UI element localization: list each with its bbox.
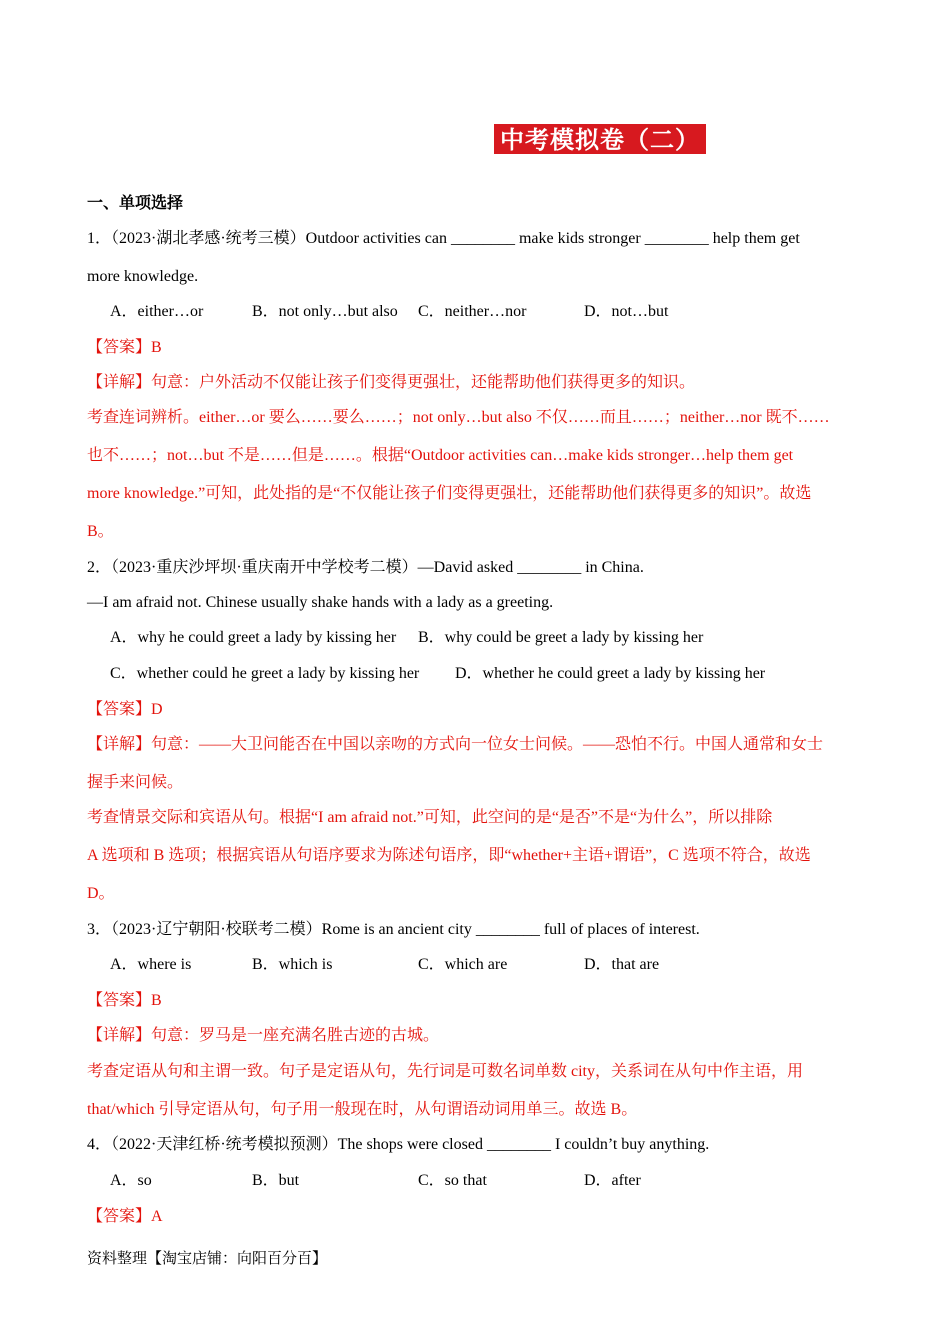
question-3-option-c: C．which are	[418, 956, 508, 973]
question-1-detail: more knowledge.”可知，此处指的是“不仅能让孩子们变得更强壮，还能帮助他们获得更多的知识”。故选	[87, 485, 812, 502]
question-1-option-c: C．neither…nor	[418, 303, 527, 320]
question-3-option-d: D．that are	[584, 956, 660, 973]
question-4-option-c: C．so that	[418, 1172, 487, 1189]
question-2-stem: 2．（2023·重庆沙坪坝·重庆南开中学校考二模）—David asked ________ in China.	[87, 559, 644, 576]
question-1-detail: 也不……；not…but 不是……但是……。根据“Outdoor activities can…make kids stronger…help them get	[87, 447, 794, 464]
question-4-stem: 4．（2022·天津红桥·统考模拟预测）The shops were closed ________ I couldn’t buy anything.	[87, 1136, 710, 1153]
question-2-detail: 握手来问候。	[87, 774, 184, 791]
question-3-detail: 考查定语从句和主谓一致。句子是定语从句，先行词是可数名词单数 city，关系词在从句中作主语，用	[87, 1063, 803, 1080]
question-2-option-d: D．whether he could greet a lady by kissing her	[455, 665, 766, 682]
question-2-detail: 【详解】句意：——大卫问能否在中国以亲吻的方式向一位女士问候。——恐怕不行。中国人通常和女士	[87, 736, 824, 753]
question-4-option-d: D．after	[584, 1172, 641, 1189]
question-1-detail: B。	[87, 523, 114, 540]
question-1-detail: 考查连词辨析。either…or 要么……要么……；not only…but also 不仅……而且……；neither…nor 既不……	[87, 409, 830, 426]
footer-note: 资料整理【淘宝店铺：向阳百分百】	[87, 1251, 328, 1267]
section-heading: 一、单项选择	[87, 195, 184, 212]
question-2-answer: 【答案】D	[87, 701, 163, 718]
question-3-detail: that/which 引导定语从句，句子用一般现在时，从句谓语动词用单三。故选 B。	[87, 1101, 638, 1118]
question-2-option-c: C．whether could he greet a lady by kissing her	[110, 665, 420, 682]
question-3-stem: 3．（2023·辽宁朝阳·校联考二模）Rome is an ancient city ________ full of places of interest.	[87, 921, 700, 938]
question-2-option-a: A．why he could greet a lady by kissing her	[110, 629, 397, 646]
question-4-option-b: B．but	[252, 1172, 300, 1189]
question-2-stem-cont: —I am afraid not. Chinese usually shake hands with a lady as a greeting.	[87, 594, 554, 611]
question-4-option-a: A．so	[110, 1172, 152, 1189]
question-3-detail: 【详解】句意：罗马是一座充满名胜古迹的古城。	[87, 1027, 440, 1044]
question-1-option-a: A．either…or	[110, 303, 204, 320]
question-1-detail: 【详解】句意：户外活动不仅能让孩子们变得更强壮，还能帮助他们获得更多的知识。	[87, 374, 696, 391]
question-1-option-b: B．not only…but also	[252, 303, 398, 320]
question-1-option-d: D．not…but	[584, 303, 669, 320]
page-title: 中考模拟卷（二）	[494, 124, 706, 154]
question-1-answer: 【答案】B	[87, 339, 162, 356]
question-3-option-a: A．where is	[110, 956, 192, 973]
question-3-option-b: B．which is	[252, 956, 333, 973]
question-2-detail: D。	[87, 885, 115, 902]
question-4-answer: 【答案】A	[87, 1208, 163, 1225]
question-2-option-b: B．why could be greet a lady by kissing her	[418, 629, 704, 646]
question-3-answer: 【答案】B	[87, 992, 162, 1009]
question-2-detail: 考查情景交际和宾语从句。根据“I am afraid not.”可知，此空问的是“是否”不是“为什么”，所以排除	[87, 809, 773, 826]
question-1-stem: 1．（2023·湖北孝感·统考三模）Outdoor activities can ________ make kids stronger ________ help them get	[87, 230, 800, 247]
question-1-stem-cont: more knowledge.	[87, 268, 199, 285]
question-2-detail: A 选项和 B 选项；根据宾语从句语序要求为陈述句语序，即“whether+主语+谓语”，C 选项不符合，故选	[87, 847, 811, 864]
